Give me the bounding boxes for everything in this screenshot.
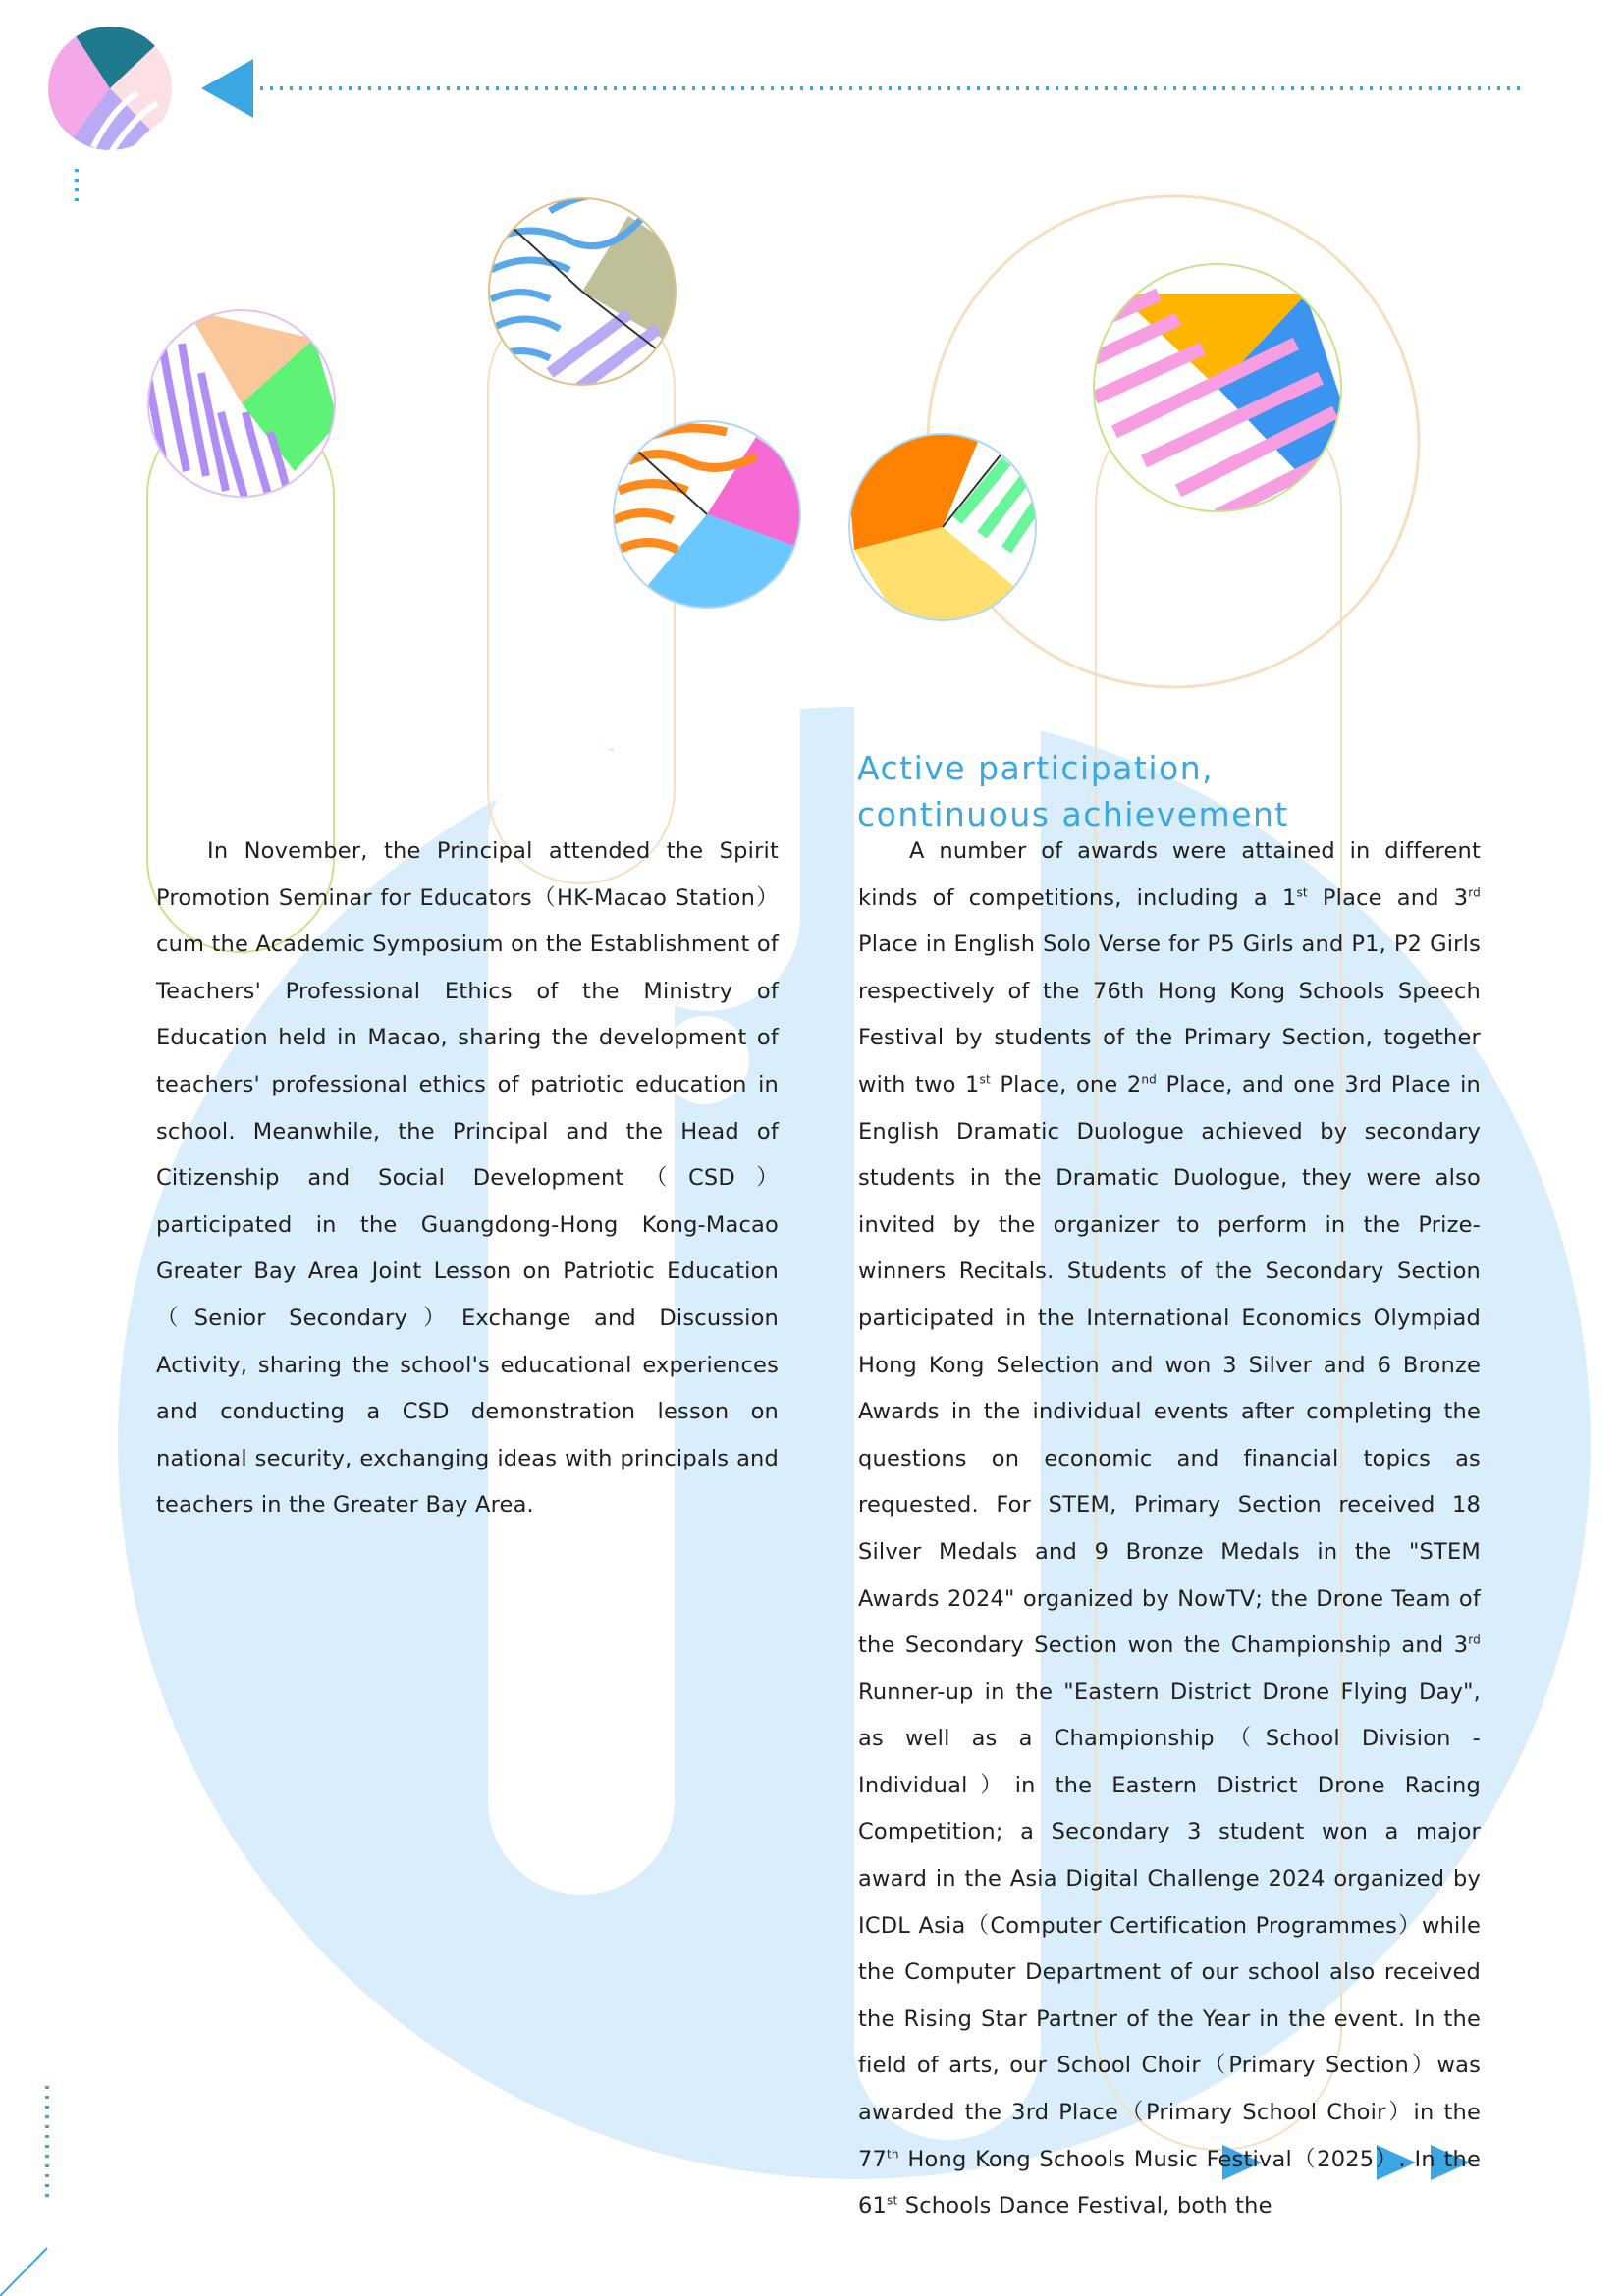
text-run: Place in English Solo Verse for P5 Girls and P1, P2 Girls respectively of the 76th Hong Kong Schools Speech Festival by students of the Primary Section, together with two 1 [858, 932, 1481, 1097]
pie-graphic-4 [844, 432, 1046, 628]
text-run: Place and 3 [1307, 884, 1469, 911]
text-run: Hong Kong Schools Music Festival（2025）. In the 61 [858, 2146, 1481, 2219]
right-paragraph [858, 828, 1481, 2230]
left-column [156, 828, 779, 1529]
pie-graphic-5 [1090, 260, 1345, 515]
superscript: nd [1141, 1072, 1157, 1087]
text-run: A number of awards were attained in different kinds of competitions, including a 1 [858, 838, 1481, 911]
text-run: Place, and one 3rd Place in English Dramatic Duologue achieved by secondary students in the Dramatic Duologue, they were also invited by the organizer to perform in the Prize-winners Recitals. Students of the Secondary Section participated in the International Economics Olympiad Hong Kong Selection and won 3 Silver and 6 Bronze Awards in the individual events after completing the questions on economic and financial topics as requested. For STEM, Primary Section received 18 Silver Medals and 9 Bronze Medals in the "STEM Awards 2024" organized by NowTV; the Drone Team of the Secondary Section won the Championship and 3 [858, 1071, 1481, 1659]
text-run: Runner-up in the "Eastern District Drone Flying Day", as well as a Championship（School Division - Individual）in the Eastern District Drone Racing Competition; a Secondary 3 student won a major award in the Asia Digital Challenge 2024 organized by ICDL Asia（Computer Certification Programmes）while the Computer Department of our school also received the Rising Star Partner of the Year in the event. In the field of arts, our School Choir（Primary Section）was awarded the 3rd Place（Primary School Choir）in the 77 [858, 1679, 1481, 2172]
superscript: st [887, 2193, 898, 2208]
section-heading-line-1: Active participation, [857, 749, 1215, 788]
text-run: Place, one 2 [990, 1071, 1142, 1097]
section-heading-line-2: continuous achievement [857, 795, 1289, 834]
superscript: rd [1468, 885, 1481, 900]
right-column [858, 828, 1481, 2230]
superscript: st [979, 1072, 991, 1087]
pie-icon-top-left [39, 20, 187, 167]
left-paragraph: In November, the Principal attended the Spirit Promotion Seminar for Educators（HK-Macao Station）cum the Academic Symposium on the Establishment of Teachers' Professional Ethics of the Ministry of Education held in Macao, sharing the development of teachers' professional ethics of patriotic education in school. Meanwhile, the Principal and the Head of Citizenship and Social Development（CSD）participated in the Guangdong-Hong Kong-Macao Greater Bay Area Joint Lesson on Patriotic Education（Senior Secondary）Exchange and Discussion Activity, sharing the school's educational experiences and conducting a CSD demonstration lesson on national security, exchanging ideas with principals and teachers in the Greater Bay Area. [156, 838, 779, 1519]
pie-graphic-2 [481, 191, 687, 398]
text-run: Schools Dance Festival, both the [897, 2193, 1272, 2219]
triangle-left-icon [201, 59, 253, 118]
superscript: rd [1468, 1632, 1481, 1647]
section-heading [857, 745, 1368, 837]
pie-graphic-1 [137, 294, 353, 510]
superscript: th [887, 2147, 899, 2162]
superscript: st [1296, 885, 1308, 900]
